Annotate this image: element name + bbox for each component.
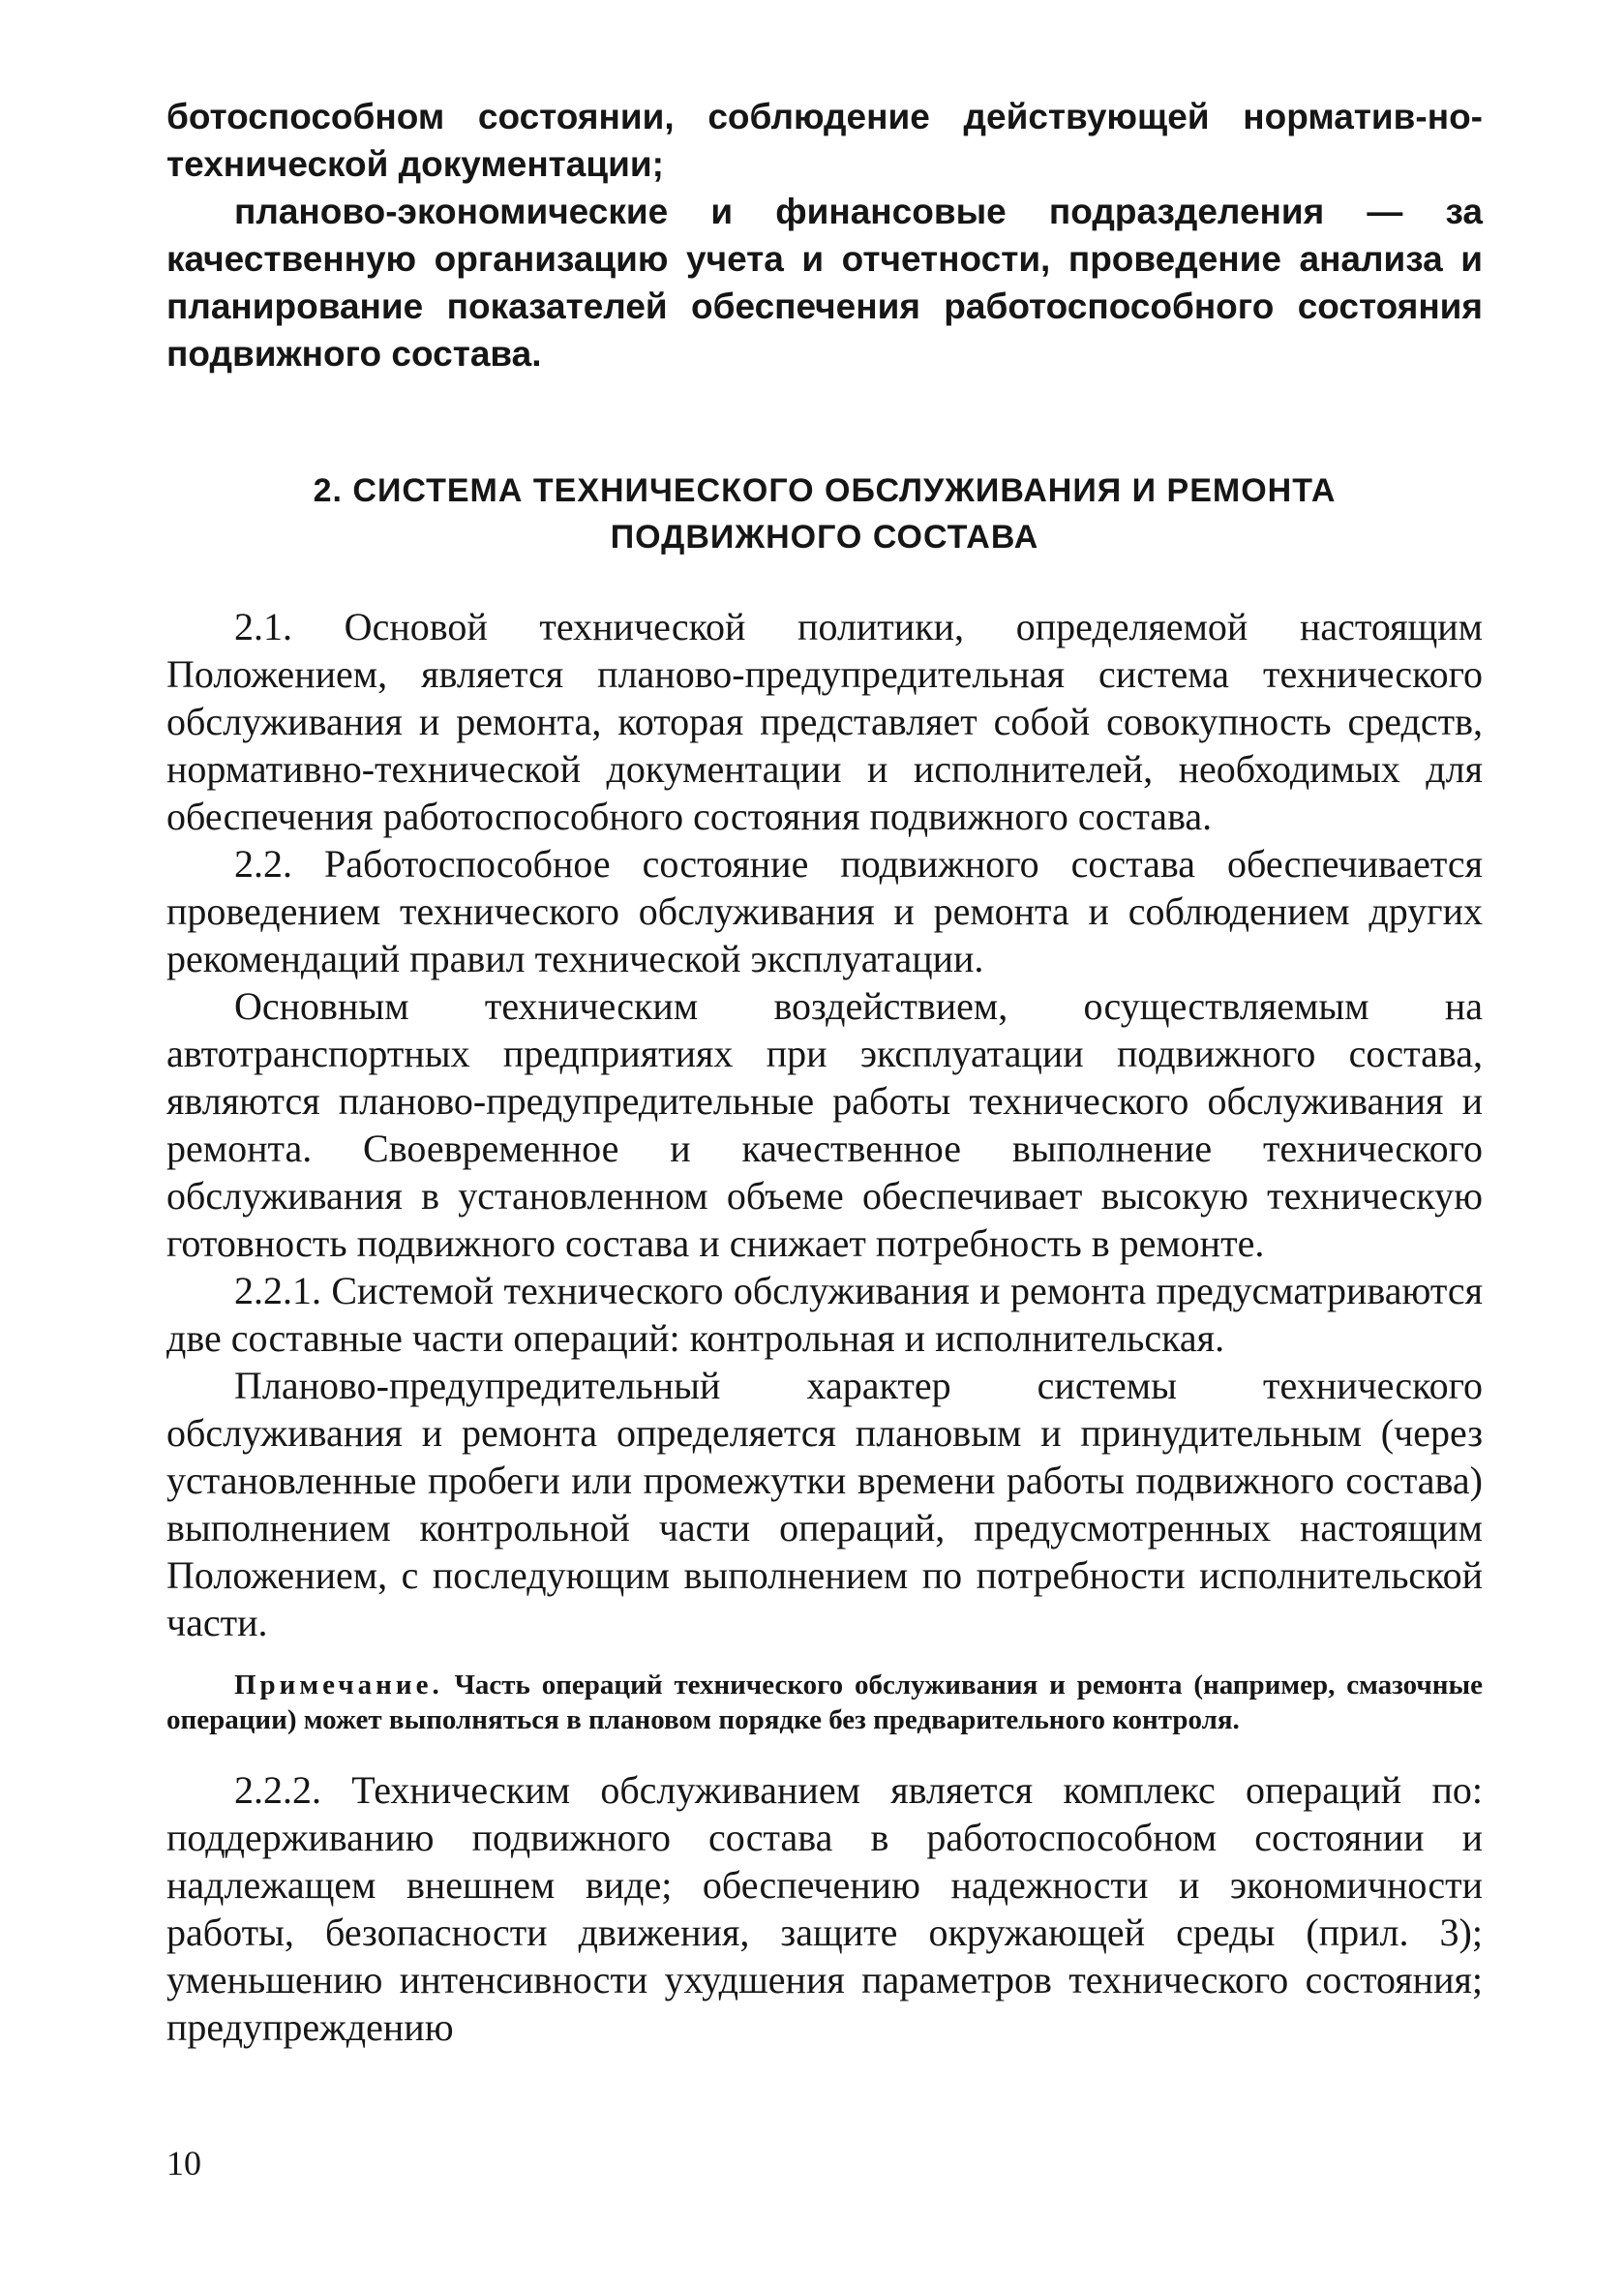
section-heading-line-1: 2. СИСТЕМА ТЕХНИЧЕСКОГО ОБСЛУЖИВАНИЯ И РЕМОНТА: [313, 472, 1337, 509]
paragraph-2-2-continued: Основным техническим воздействием, осуществляемым на автотранспортных предприятиях при эксплуатации подвижного состава, являются планово-предупредительные работы технического обслуживания и ремонта. Своевременное и качественное выполнение технического обслуживания в установленном объеме обеспечивает высокую техническую готовность подвижного состава и снижает потребность в ремонте.: [166, 984, 1483, 1265]
note-label: Примечание.: [234, 1670, 443, 1700]
paragraph-2-1: 2.1. Основой технической политики, определяемой настоящим Положением, является планово-предупредительная система технического обслуживания и ремонта, которая представляет собой совокупность средств, нормативно-технической документации и исполнителей, необходимых для обеспечения работоспособного состояния подвижного состава.: [166, 605, 1483, 838]
paragraph-2-2: 2.2. Работоспособное состояние подвижного состава обеспечивается проведением технического обслуживания и ремонта и соблюдением других рекомендаций правил технической эксплуатации.: [166, 842, 1483, 980]
paragraph-2-2-2: 2.2.2. Техническим обслуживанием является комплекс операций по: поддерживанию подвижного состава в работоспособном состоянии и надлежащем внешнем виде; обеспечению надежности и экономичности работы, безопасности движения, защите окружающей среды (прил. 3); уменьшению интенсивности ухудшения параметров технического состояния; предупреждению: [166, 1768, 1483, 2049]
intro-paragraph-1: ботоспособном состоянии, соблюдение действующей норматив-но-технической документации;: [166, 97, 1483, 184]
paragraph-2-2-1: 2.2.1. Системой технического обслуживания и ремонта предусматриваются две составные части операций: контрольная и исполнительская.: [166, 1269, 1483, 1360]
page-number: 10: [166, 2144, 201, 2182]
intro-paragraph-2: планово-экономические и финансовые подразделения — за качественную организацию учета и отчетности, проведение анализа и планирование показателей обеспечения работоспособного состояния подвижного состава.: [166, 192, 1483, 374]
section-heading: [166, 467, 1483, 560]
section-heading-line-2: ПОДВИЖНОГО СОСТАВА: [610, 519, 1039, 556]
note: [166, 1668, 1483, 1737]
paragraph-2-2-1-continued: Планово-предупредительный характер системы технического обслуживания и ремонта определяется плановым и принудительным (через установленные пробеги или промежутки времени работы подвижного состава) выполнением контрольной части операций, предусмотренных настоящим Положением, с последующим выполнением по потребности исполнительской части.: [166, 1364, 1483, 1644]
document-page: [166, 93, 1483, 2051]
note-text: Часть операций технического обслуживания и ремонта (например, смазочные операции) может выполняться в плановом порядке без предварительного контроля.: [166, 1670, 1483, 1735]
